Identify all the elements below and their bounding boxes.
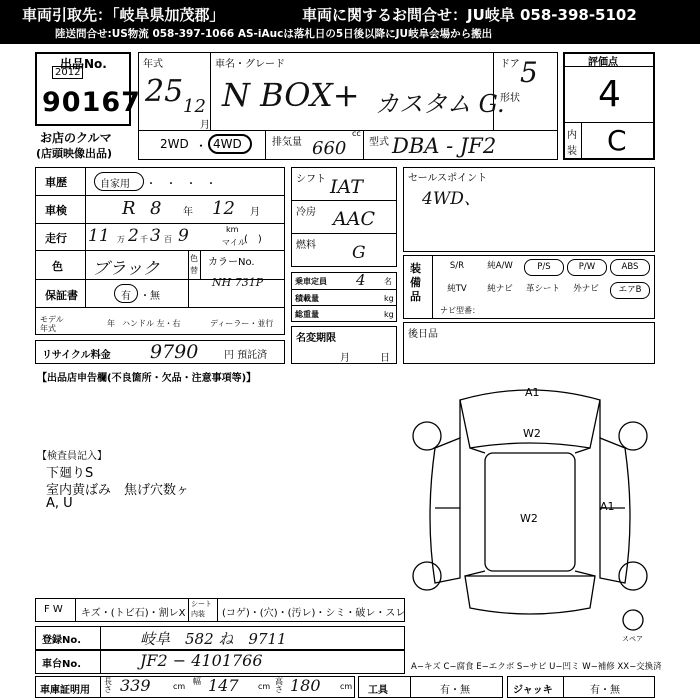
weight-unit: kg — [384, 310, 394, 319]
month-value: 12 — [183, 96, 206, 117]
inspector-line-2: 室内黄ばみ 焦げ穴数ヶ — [46, 483, 190, 498]
sales-point-value: 4WD、 — [422, 189, 481, 209]
history-value: 自家用 — [100, 179, 130, 190]
load-label: 積載量 — [295, 294, 319, 303]
inspection-month-unit: 月 — [250, 207, 260, 218]
warranty-yes: 有 — [121, 291, 131, 302]
mileage-10: 9 — [178, 226, 189, 246]
ac-value: AAC — [333, 208, 375, 230]
inspection-year-unit: 年 — [183, 207, 193, 218]
interior-label-1: 内 — [567, 130, 577, 141]
reg-value: 岐阜 582 ね 9711 — [140, 630, 287, 648]
chassis-label: 車台No. — [42, 659, 82, 670]
reg-label: 登録No. — [42, 635, 82, 646]
sen-unit: 千 — [140, 235, 148, 244]
equipment-item: エアB — [610, 282, 650, 299]
inspector-line-1: 下廻りS — [46, 466, 94, 481]
details-box — [35, 167, 285, 335]
jack-label: ジャッキ — [513, 685, 553, 696]
displacement-unit: cc — [352, 129, 361, 138]
tools-label: 工具 — [368, 685, 388, 696]
damage-legend: A−キズ C−腐食 E−エクボ S−サビ U−凹ミ W−補修 XX−交換済 — [411, 662, 662, 672]
inspection-era: R — [122, 198, 136, 219]
expiry-month: 月 — [340, 353, 350, 364]
equipment-item: 外ナビ — [573, 284, 599, 294]
color-value: ブラック — [92, 259, 160, 279]
equipment-item: 純A/W — [487, 261, 513, 271]
month-unit: 月 — [200, 120, 210, 131]
car-damage-diagram — [405, 378, 660, 633]
equipment-item: S/R — [449, 261, 465, 271]
equipment-item: 純ナビ — [487, 284, 513, 294]
drive-4wd: 4WD — [213, 137, 242, 151]
equipment-item: 純TV — [447, 284, 467, 294]
fw-label: F W — [44, 604, 63, 615]
header-contact: 車両に関するお問合せ：JU岐阜 058-398-5102 — [302, 6, 637, 24]
model-value: DBA - JF2 — [392, 134, 497, 158]
capacity-label: 乗車定員 — [295, 277, 327, 286]
year-value: 25 — [145, 74, 184, 109]
inspector-line-3: A, U — [46, 496, 73, 511]
lot-label: 出品No. — [60, 57, 107, 71]
jack-value: 有・無 — [590, 685, 620, 696]
length-value: 339 — [120, 676, 151, 695]
color-no-value: NH 731P — [212, 276, 264, 289]
score-label: 評価点 — [588, 57, 618, 68]
damage-mark-right-side: A1 — [600, 500, 615, 513]
expiry-day: 日 — [380, 353, 390, 364]
header-pickup: 車両引取先：「岐阜県加茂郡」 — [22, 6, 225, 24]
seat-items: (コゲ)・(穴)・(汚レ)・シミ・破レ・スレ — [222, 608, 406, 619]
color-no-label: カラーNo. — [208, 257, 255, 268]
header-shipping: 陸送問合せ:US物流 058-397-1066 AS-iAucは落札日の5日後以降にJU岐阜会場から搬出 — [55, 28, 493, 40]
damage-mark-front: A1 — [525, 386, 540, 399]
warranty-label: 保証書 — [45, 289, 78, 302]
later-items-label: 後日品 — [408, 329, 438, 340]
shift-value: IAT — [330, 176, 363, 198]
km-unit: km — [226, 225, 239, 234]
weight-label: 総重量 — [295, 310, 319, 319]
later-items-box — [403, 322, 655, 364]
inspection-label: 車検 — [45, 204, 67, 217]
spare-label: スペア — [622, 635, 643, 643]
equipment-item: 革シート — [525, 284, 560, 294]
score-value: 4 — [598, 74, 621, 115]
displacement-value: 660 — [312, 138, 347, 159]
recycle-unit: 円 預託済 — [224, 350, 268, 361]
man-unit: 万 — [117, 235, 125, 244]
shape-label: 形状 — [500, 93, 520, 104]
capacity-unit: 名 — [384, 277, 392, 286]
shop-car-sub: (店頭映像出品) — [36, 147, 113, 160]
seat-label: シート内装 — [191, 600, 212, 618]
interior-score: C — [607, 124, 627, 157]
width-value: 147 — [208, 676, 239, 695]
displacement-label: 排気量 — [272, 137, 302, 148]
name-label: 車名・グレード — [215, 59, 285, 70]
ac-label: 冷房 — [296, 207, 316, 218]
shift-label: シフト — [296, 174, 326, 185]
fuel-label: 燃料 — [296, 240, 316, 251]
fuel-value: G — [352, 243, 366, 263]
lot-number: 90167 — [42, 87, 141, 118]
equipment-item: P/S — [524, 259, 564, 276]
inspection-month: 12 — [212, 198, 235, 219]
sales-point-label: セールスポイント — [408, 173, 488, 184]
recycle-label: リサイクル料金 — [42, 350, 111, 361]
mileage-100: 3 — [150, 226, 161, 246]
capacity-value: 4 — [356, 271, 366, 289]
shop-car-label: お店のクルマ — [40, 131, 112, 145]
lot-year-tag: 2012 — [52, 66, 83, 79]
car-grade: カスタム G. — [375, 90, 505, 118]
mile-unit: マイル — [222, 238, 246, 247]
color-label: 色 — [52, 260, 63, 273]
equipment-item: ABS — [610, 259, 650, 276]
navi-label: ナビ型番： — [440, 306, 480, 315]
dealer-label: ディーラー・並行 — [210, 319, 274, 328]
fw-items: キズ・(トビ石)・割レX — [81, 608, 186, 619]
equipment-item: P/W — [567, 259, 607, 276]
recycle-value: 9790 — [150, 341, 199, 363]
interior-label-2: 装 — [567, 146, 577, 157]
equipment-label: 装 備 品 — [410, 262, 421, 303]
door-label: ドア — [500, 59, 520, 70]
mileage-10k: 11 — [88, 226, 110, 246]
model-year-unit: 年 — [107, 319, 115, 328]
load-unit: kg — [384, 294, 394, 303]
warranty-no: ・無 — [140, 291, 160, 302]
height-value: 180 — [290, 676, 321, 695]
hyaku-unit: 百 — [164, 235, 172, 244]
garage-cert-label: 車庫証明用 — [40, 685, 90, 696]
expiry-label: 名変期限 — [296, 333, 336, 344]
model-label: 型式 — [369, 137, 389, 148]
inspector-label: 【検査員記入】 — [37, 451, 107, 462]
damage-mark-roof: W2 — [520, 512, 538, 525]
year-label: 年式 — [143, 59, 163, 70]
inspection-year: 8 — [150, 198, 162, 219]
drive-2wd: 2WD — [160, 137, 189, 151]
declaration-label: 【出品店申告欄(不良箇所・欠品・注意事項等)】 — [37, 373, 257, 384]
mileage-label: 走行 — [45, 232, 67, 245]
model-year-label: モデル年式 — [40, 315, 64, 333]
tools-value: 有・無 — [440, 685, 470, 696]
chassis-value: JF2 − 4101766 — [140, 651, 263, 670]
car-name: N BOX+ — [222, 76, 360, 114]
damage-mark-hood: W2 — [523, 427, 541, 440]
door-value: 5 — [520, 56, 538, 89]
mileage-1k: 2 — [128, 226, 139, 246]
handle-label: ハンドル 左・右 — [122, 319, 181, 328]
color-change-1: 色 — [190, 254, 198, 263]
history-label: 車歴 — [45, 176, 67, 189]
color-change-2: 替 — [190, 266, 198, 275]
history-dots: ・ ・ ・ ・ — [146, 179, 216, 190]
